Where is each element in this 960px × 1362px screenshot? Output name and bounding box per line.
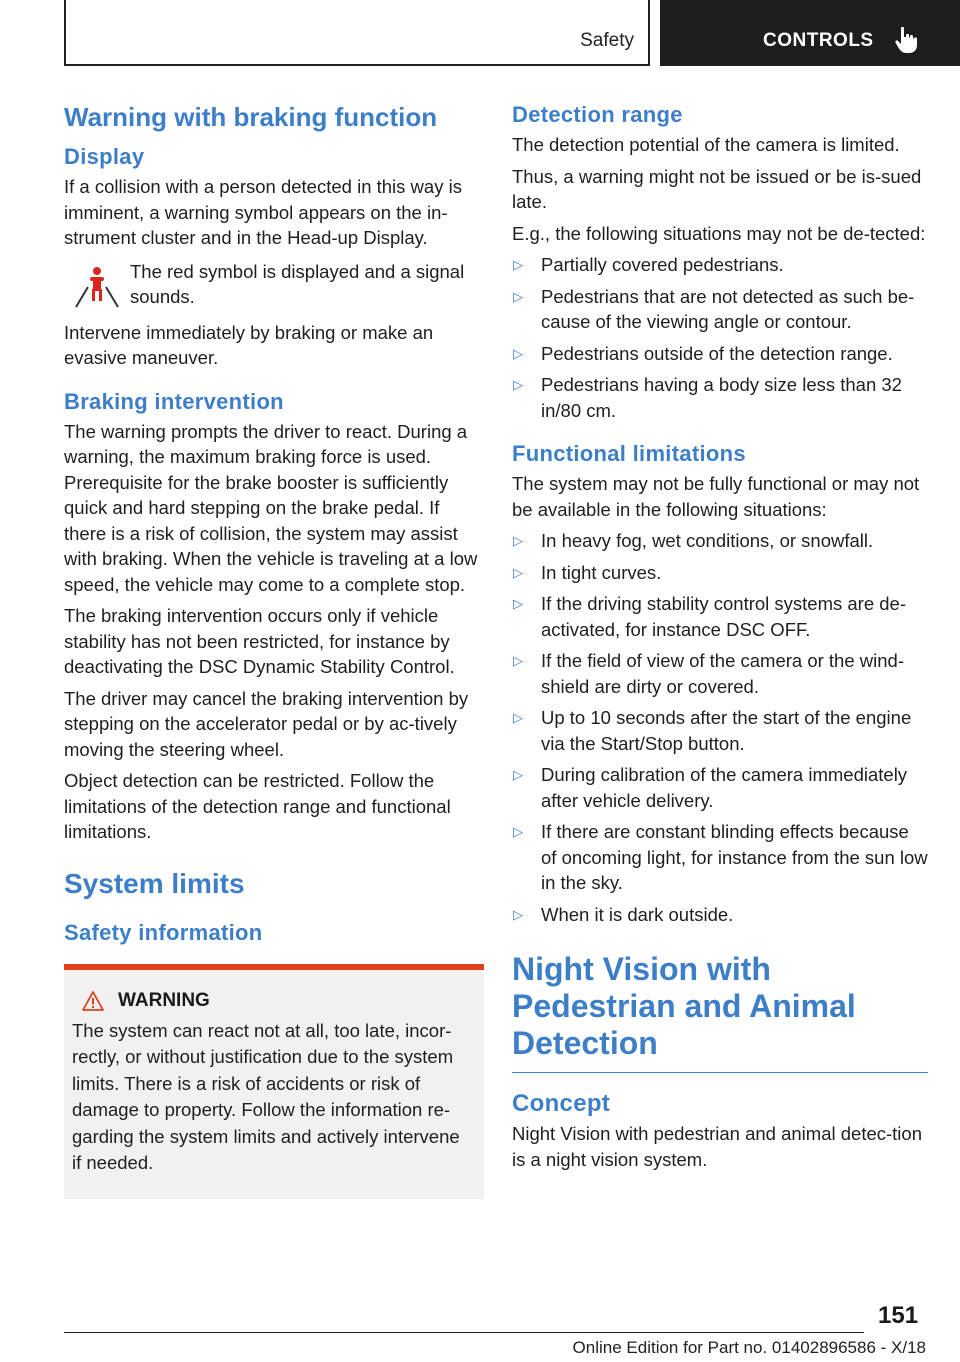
right-column <box>512 100 928 1172</box>
list-item: ▷ Pedestrians having a body size less than 32 in/80 cm. <box>512 372 928 423</box>
list-item: ▷ In heavy fog, wet conditions, or snowfall. <box>512 528 928 554</box>
detection-list <box>512 252 928 423</box>
paragraph-functional: The system may not be fully functional or may not be available in the following situations: <box>512 473 920 520</box>
triangle-bullet-icon: ▷ <box>513 377 523 392</box>
triangle-bullet-icon: ▷ <box>513 345 523 361</box>
footer-divider <box>64 1332 864 1333</box>
warning-box <box>64 964 484 1199</box>
section-divider <box>512 1072 928 1073</box>
pointing-hand-icon <box>894 26 920 54</box>
heading-safety-information: Safety information <box>64 919 263 945</box>
list-item: ▷ If there are constant blinding effects because of oncoming light, for instance from the sun low in the sky. <box>512 819 928 896</box>
heading-night-vision: Night Vision with Pedestrian and Animal Detection <box>512 951 856 1061</box>
heading-concept: Concept <box>512 1090 611 1117</box>
list-item: ▷ Up to 10 seconds after the start of the engine via the Start/Stop button. <box>512 705 928 756</box>
list-item: ▷ Pedestrians outside of the detection range. <box>512 341 928 367</box>
warning-text: The system can react not at all, too late, incor-rectly, or without justification due to the system limits. There is a risk of accidents or risk of damage to property. Follow the information re-garding the system limits and actively intervene if needed. <box>72 1019 460 1173</box>
paragraph-braking-4: Object detection can be restricted. Follow the limitations of the detection range and functional limitations. <box>64 770 451 842</box>
warning-triangle-icon <box>82 991 104 1011</box>
paragraph-detection-1: The detection potential of the camera is limited. <box>512 134 900 155</box>
triangle-bullet-icon: ▷ <box>513 653 523 668</box>
header-section-tab <box>64 0 650 66</box>
paragraph-braking-1: The warning prompts the driver to react. During a warning, the maximum braking force is used. Prerequisite for the brake booster is sufficiently quick and hard stepping on the brake pedal. If there is a risk of collision, the system may assist with braking. When the vehicle is traveling at a low speed, the vehicle may come to a complete stop. <box>64 420 478 595</box>
heading-functional-limitations: Functional limitations <box>512 441 746 466</box>
paragraph-concept: Night Vision with pedestrian and animal detec-tion is a night vision system. <box>512 1123 922 1170</box>
symbol-description <box>64 259 484 310</box>
symbol-text: The red symbol is displayed and a signal sounds. <box>130 260 465 307</box>
header-chapter-title: CONTROLS <box>763 30 874 51</box>
triangle-bullet-icon: ▷ <box>513 906 523 922</box>
list-item: ▷ Partially covered pedestrians. <box>512 252 928 278</box>
page-number: 151 <box>878 1302 919 1329</box>
triangle-bullet-icon: ▷ <box>513 710 523 725</box>
triangle-bullet-icon: ▷ <box>513 288 523 304</box>
triangle-bullet-icon: ▷ <box>513 596 523 611</box>
paragraph-intervene: Intervene immediately by braking or make an evasive maneuver. <box>64 321 434 368</box>
footer-edition: Online Edition for Part no. 01402896586 - X/18 <box>572 1338 926 1357</box>
list-item: ▷ When it is dark outside. <box>512 902 928 928</box>
header-chapter-tab <box>660 0 960 66</box>
list-item: ▷ During calibration of the camera immediately after vehicle delivery. <box>512 762 928 813</box>
pedestrian-warning-icon <box>74 265 120 309</box>
triangle-bullet-icon: ▷ <box>513 533 523 548</box>
list-item: ▷ In tight curves. <box>512 560 928 586</box>
left-column <box>64 100 484 1199</box>
warning-title: WARNING <box>118 989 210 1011</box>
list-item: ▷ If the driving stability control systems are de-activated, for instance DSC OFF. <box>512 591 928 642</box>
heading-system-limits: System limits <box>64 867 245 899</box>
triangle-bullet-icon: ▷ <box>513 767 523 782</box>
header-section-title: Safety <box>580 30 634 51</box>
triangle-bullet-icon: ▷ <box>513 257 523 272</box>
paragraph-braking-3: The driver may cancel the braking intervention by stepping on the accelerator pedal or by ac-tively moving the steering wheel. <box>64 687 469 760</box>
list-item: ▷ If the field of view of the camera or the wind-shield are dirty or covered. <box>512 648 928 699</box>
paragraph-detection-2: Thus, a warning might not be issued or be is-sued late. <box>512 165 922 212</box>
paragraph-braking-2: The braking intervention occurs only if vehicle stability has not been restricted, for instance by deactivating the DSC Dynamic Stability Control. <box>64 605 455 677</box>
paragraph-detection-3: E.g., the following situations may not be de-tected: <box>512 222 926 244</box>
triangle-bullet-icon: ▷ <box>513 824 523 839</box>
paragraph-display: If a collision with a person detected in this way is imminent, a warning symbol appears on the in-strument cluster and in the Head-up Display. <box>64 176 462 248</box>
list-item: ▷ Pedestrians that are not detected as such be-cause of the viewing angle or contour. <box>512 284 928 335</box>
heading-detection-range: Detection range <box>512 102 683 127</box>
heading-warning-braking: Warning with braking function <box>64 102 438 132</box>
heading-display: Display <box>64 144 145 169</box>
heading-braking-intervention: Braking intervention <box>64 388 284 414</box>
functional-list <box>512 528 928 927</box>
triangle-bullet-icon: ▷ <box>513 564 523 580</box>
